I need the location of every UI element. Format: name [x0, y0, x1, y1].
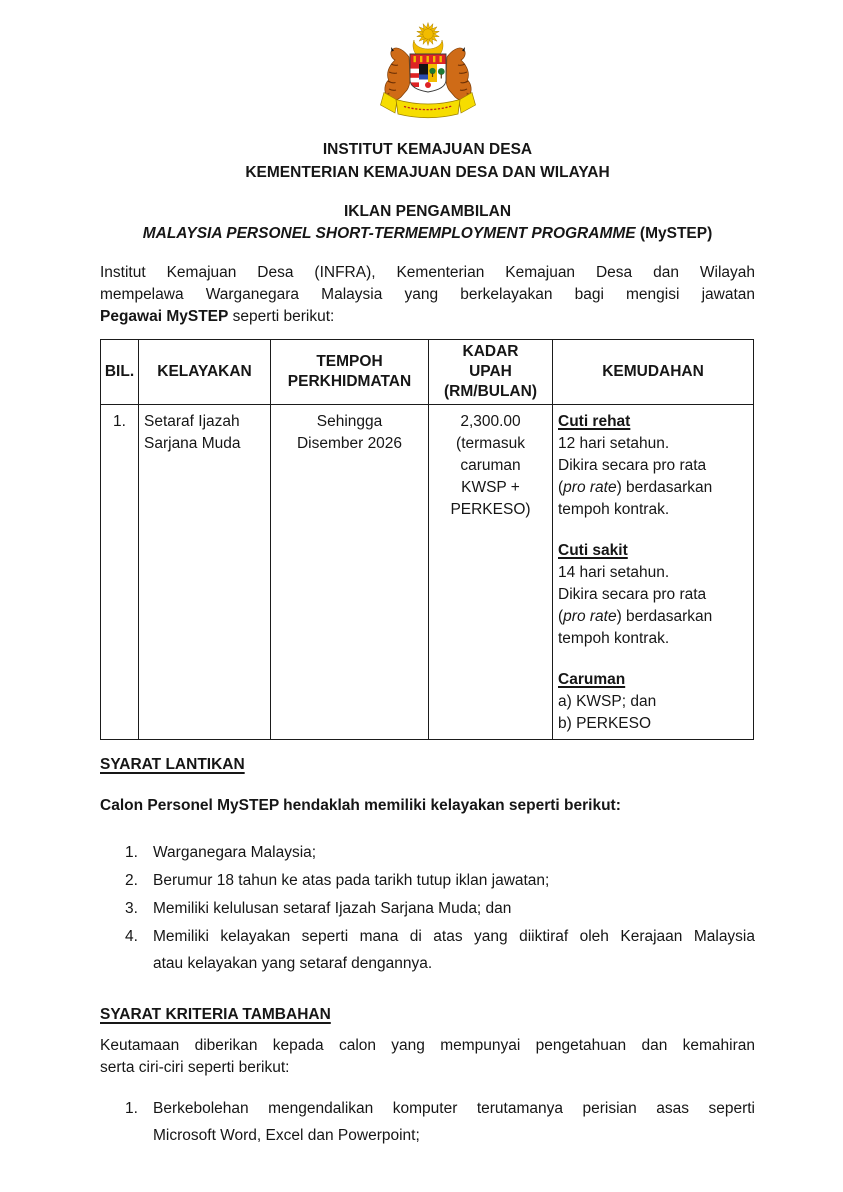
intro-line1: Institut Kemajuan Desa (INFRA), Kementerian Kemajuan Desa dan Wilayah: [100, 264, 755, 281]
list-item-number: 1.: [125, 1100, 138, 1117]
list-item-number: 1.: [125, 844, 138, 861]
syarat-lantikan-intro: Calon Personel MySTEP hendaklah memiliki kelayakan seperti berikut:: [100, 797, 621, 814]
list-item: [125, 923, 755, 977]
benefit-cuti-rehat: Cuti rehat 12 hari setahun. Dikira secara pro rata (pro rate) berdasarkan tempoh kontrak.: [558, 411, 748, 521]
coat-of-arms-logo: [369, 20, 487, 122]
list-item-text: Memiliki kelulusan setaraf Ijazah Sarjana Muda; dan: [153, 900, 512, 917]
cell-kadar: 2,300.00 (termasuk caruman KWSP + PERKESO): [429, 405, 553, 740]
federal-star-icon: [416, 23, 439, 46]
section-heading-syarat-kriteria: SYARAT KRITERIA TAMBAHAN: [100, 1006, 331, 1023]
col-header-kadar-line2: UPAH: [469, 363, 512, 380]
list-item-text: Warganegara Malaysia;: [153, 844, 317, 861]
col-header-tempoh: [271, 340, 429, 405]
list-item-number: 3.: [125, 900, 138, 917]
cell-bil: 1.: [101, 405, 139, 740]
col-header-kadar-line3: (RM/BULAN): [444, 383, 537, 400]
list-item-number: 4.: [125, 928, 138, 945]
benefit-title: Cuti rehat: [558, 413, 631, 430]
list-item-number: 2.: [125, 872, 138, 889]
programme-title-italic: MALAYSIA PERSONEL SHORT-TERMEMPLOYMENT PROGRAMME: [142, 225, 636, 242]
intro-line3-bold: Pegawai MySTEP: [100, 308, 229, 325]
cell-tempoh: Sehingga Disember 2026: [271, 405, 429, 740]
benefit-caruman: Caruman a) KWSP; dan b) PERKESO: [558, 669, 748, 735]
section-heading-syarat-lantikan: SYARAT LANTIKAN: [100, 756, 245, 773]
list-item: [125, 839, 755, 866]
col-header-kemudahan: KEMUDAHAN: [553, 340, 754, 405]
table-row: [101, 405, 754, 740]
col-header-tempoh-line2: PERKHIDMATAN: [287, 373, 412, 390]
cell-kelayakan: Setaraf Ijazah Sarjana Muda: [139, 405, 271, 740]
col-header-tempoh-line1: TEMPOH: [316, 353, 383, 370]
programme-title: [100, 223, 755, 245]
list-item: [125, 895, 755, 922]
vacancy-table: [100, 339, 754, 740]
organization-header: [100, 138, 755, 184]
intro-line3: [100, 306, 755, 328]
benefit-title: Caruman: [558, 671, 626, 688]
col-header-bil: BIL.: [101, 340, 139, 405]
advert-title: IKLAN PENGAMBILAN: [343, 203, 512, 220]
org-name-line2: KEMENTERIAN KEMAJUAN DESA DAN WILAYAH: [245, 164, 610, 181]
list-item-text: atau kelayakan yang setaraf dengannya.: [153, 955, 433, 972]
cell-kemudahan: [553, 405, 754, 740]
col-header-kadar: [429, 340, 553, 405]
list-item: [125, 1095, 755, 1149]
benefit-title: Cuti sakit: [558, 542, 628, 559]
coat-of-arms: [369, 20, 487, 122]
org-name-line1: INSTITUT KEMAJUAN DESA: [322, 141, 533, 158]
col-header-kadar-line1: KADAR: [462, 343, 519, 360]
col-header-kelayakan: KELAYAKAN: [139, 340, 271, 405]
intro-paragraph: [100, 262, 755, 328]
list-item-text: Berkebolehan mengendalikan komputer terutamanya perisian asas seperti: [153, 1100, 755, 1117]
list-item-text: Berumur 18 tahun ke atas pada tarikh tutup iklan jawatan;: [153, 872, 550, 889]
table-header-row: [101, 340, 754, 405]
benefit-cuti-sakit: Cuti sakit 14 hari setahun. Dikira secara pro rata (pro rate) berdasarkan tempoh kontrak.: [558, 540, 748, 650]
syarat-kriteria-intro: Keutamaan diberikan kepada calon yang mempunyai pengetahuan dan kemahiran serta ciri-ciri seperti berikut:: [100, 1037, 755, 1076]
list-item: [125, 867, 755, 894]
syarat-lantikan-list: [100, 839, 755, 977]
intro-line2: mempelawa Warganegara Malaysia yang berkelayakan bagi mengisi jawatan: [100, 286, 755, 303]
programme-title-suffix: (MySTEP): [635, 225, 713, 242]
list-item-text: Memiliki kelayakan seperti mana di atas yang diiktiraf oleh Kerajaan Malaysia: [153, 928, 755, 945]
intro-line3-rest: seperti berikut:: [228, 308, 335, 325]
syarat-kriteria-list: [100, 1095, 755, 1149]
list-item-text: Microsoft Word, Excel dan Powerpoint;: [153, 1127, 420, 1144]
shield-icon: [410, 54, 446, 92]
document-title-block: [100, 201, 755, 245]
